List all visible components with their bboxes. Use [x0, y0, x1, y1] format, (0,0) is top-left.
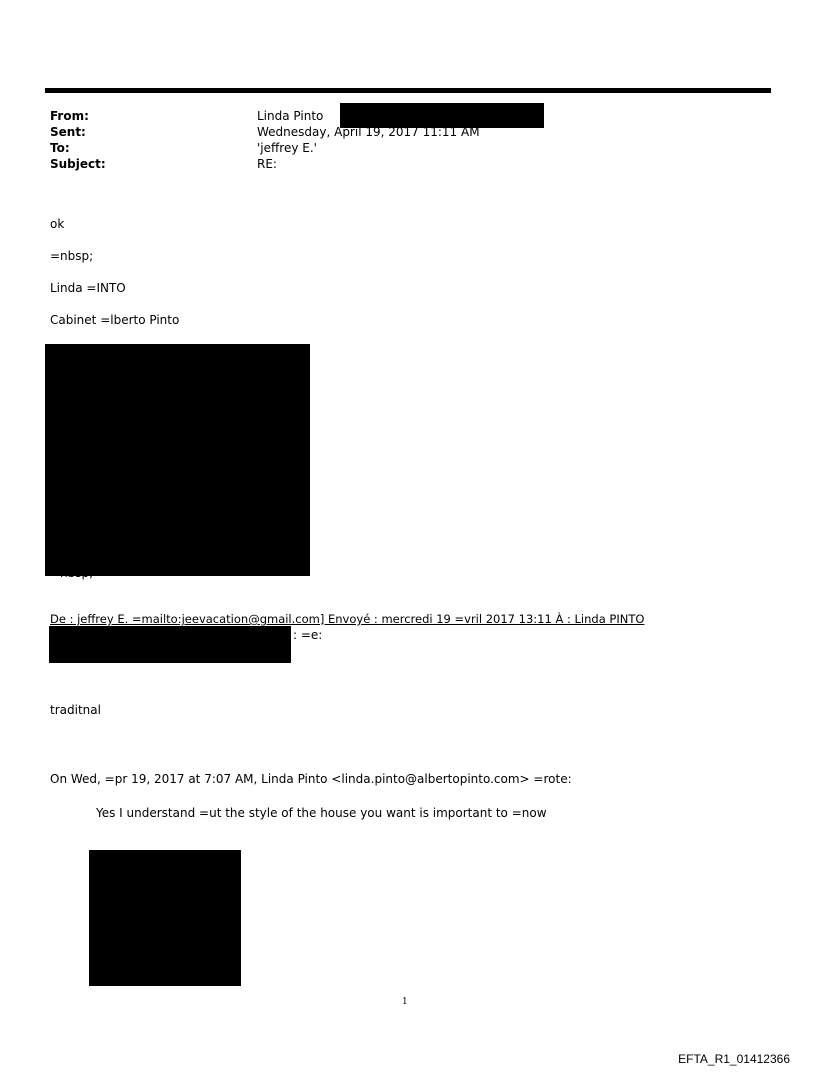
from-value: Linda Pinto: [257, 109, 324, 123]
subject-label: Subject:: [50, 157, 106, 171]
body-line-nbsp-2: =nbsp;: [50, 566, 94, 580]
from-label: From:: [50, 109, 89, 123]
quoted-text: Yes I understand =ut the style of the house you want is important to =now: [96, 806, 547, 820]
redaction-signature-block: [45, 344, 310, 576]
redaction-quoted-image: [89, 850, 241, 986]
body-line-traditnal: traditnal: [50, 703, 101, 717]
forward-header-line2: : =e:: [293, 628, 323, 642]
body-line-nbsp: =nbsp;: [50, 249, 94, 263]
sent-value: Wednesday, April 19, 2017 11:11 AM: [257, 125, 480, 139]
body-line-company: Cabinet =lberto Pinto: [50, 313, 180, 327]
document-id: EFTA_R1_01412366: [678, 1052, 790, 1066]
redaction-forward-recipient: [49, 626, 291, 663]
header-rule: [45, 88, 771, 93]
sent-label: Sent:: [50, 125, 86, 139]
subject-value: RE:: [257, 157, 277, 171]
to-value: 'jeffrey E.': [257, 141, 317, 155]
to-label: To:: [50, 141, 70, 155]
quote-intro: On Wed, =pr 19, 2017 at 7:07 AM, Linda Pinto <linda.pinto@albertopinto.com> =rote:: [50, 772, 572, 786]
body-line-signature-name: Linda =INTO: [50, 281, 126, 295]
body-line-ok: ok: [50, 217, 65, 231]
forward-header-line: De : jeffrey E. =mailto:jeevacation@gmail.com] Envoyé : mercredi 19 =vril 2017 13:11 À : Linda PINTO: [50, 612, 645, 626]
page-number: 1: [402, 997, 408, 1007]
